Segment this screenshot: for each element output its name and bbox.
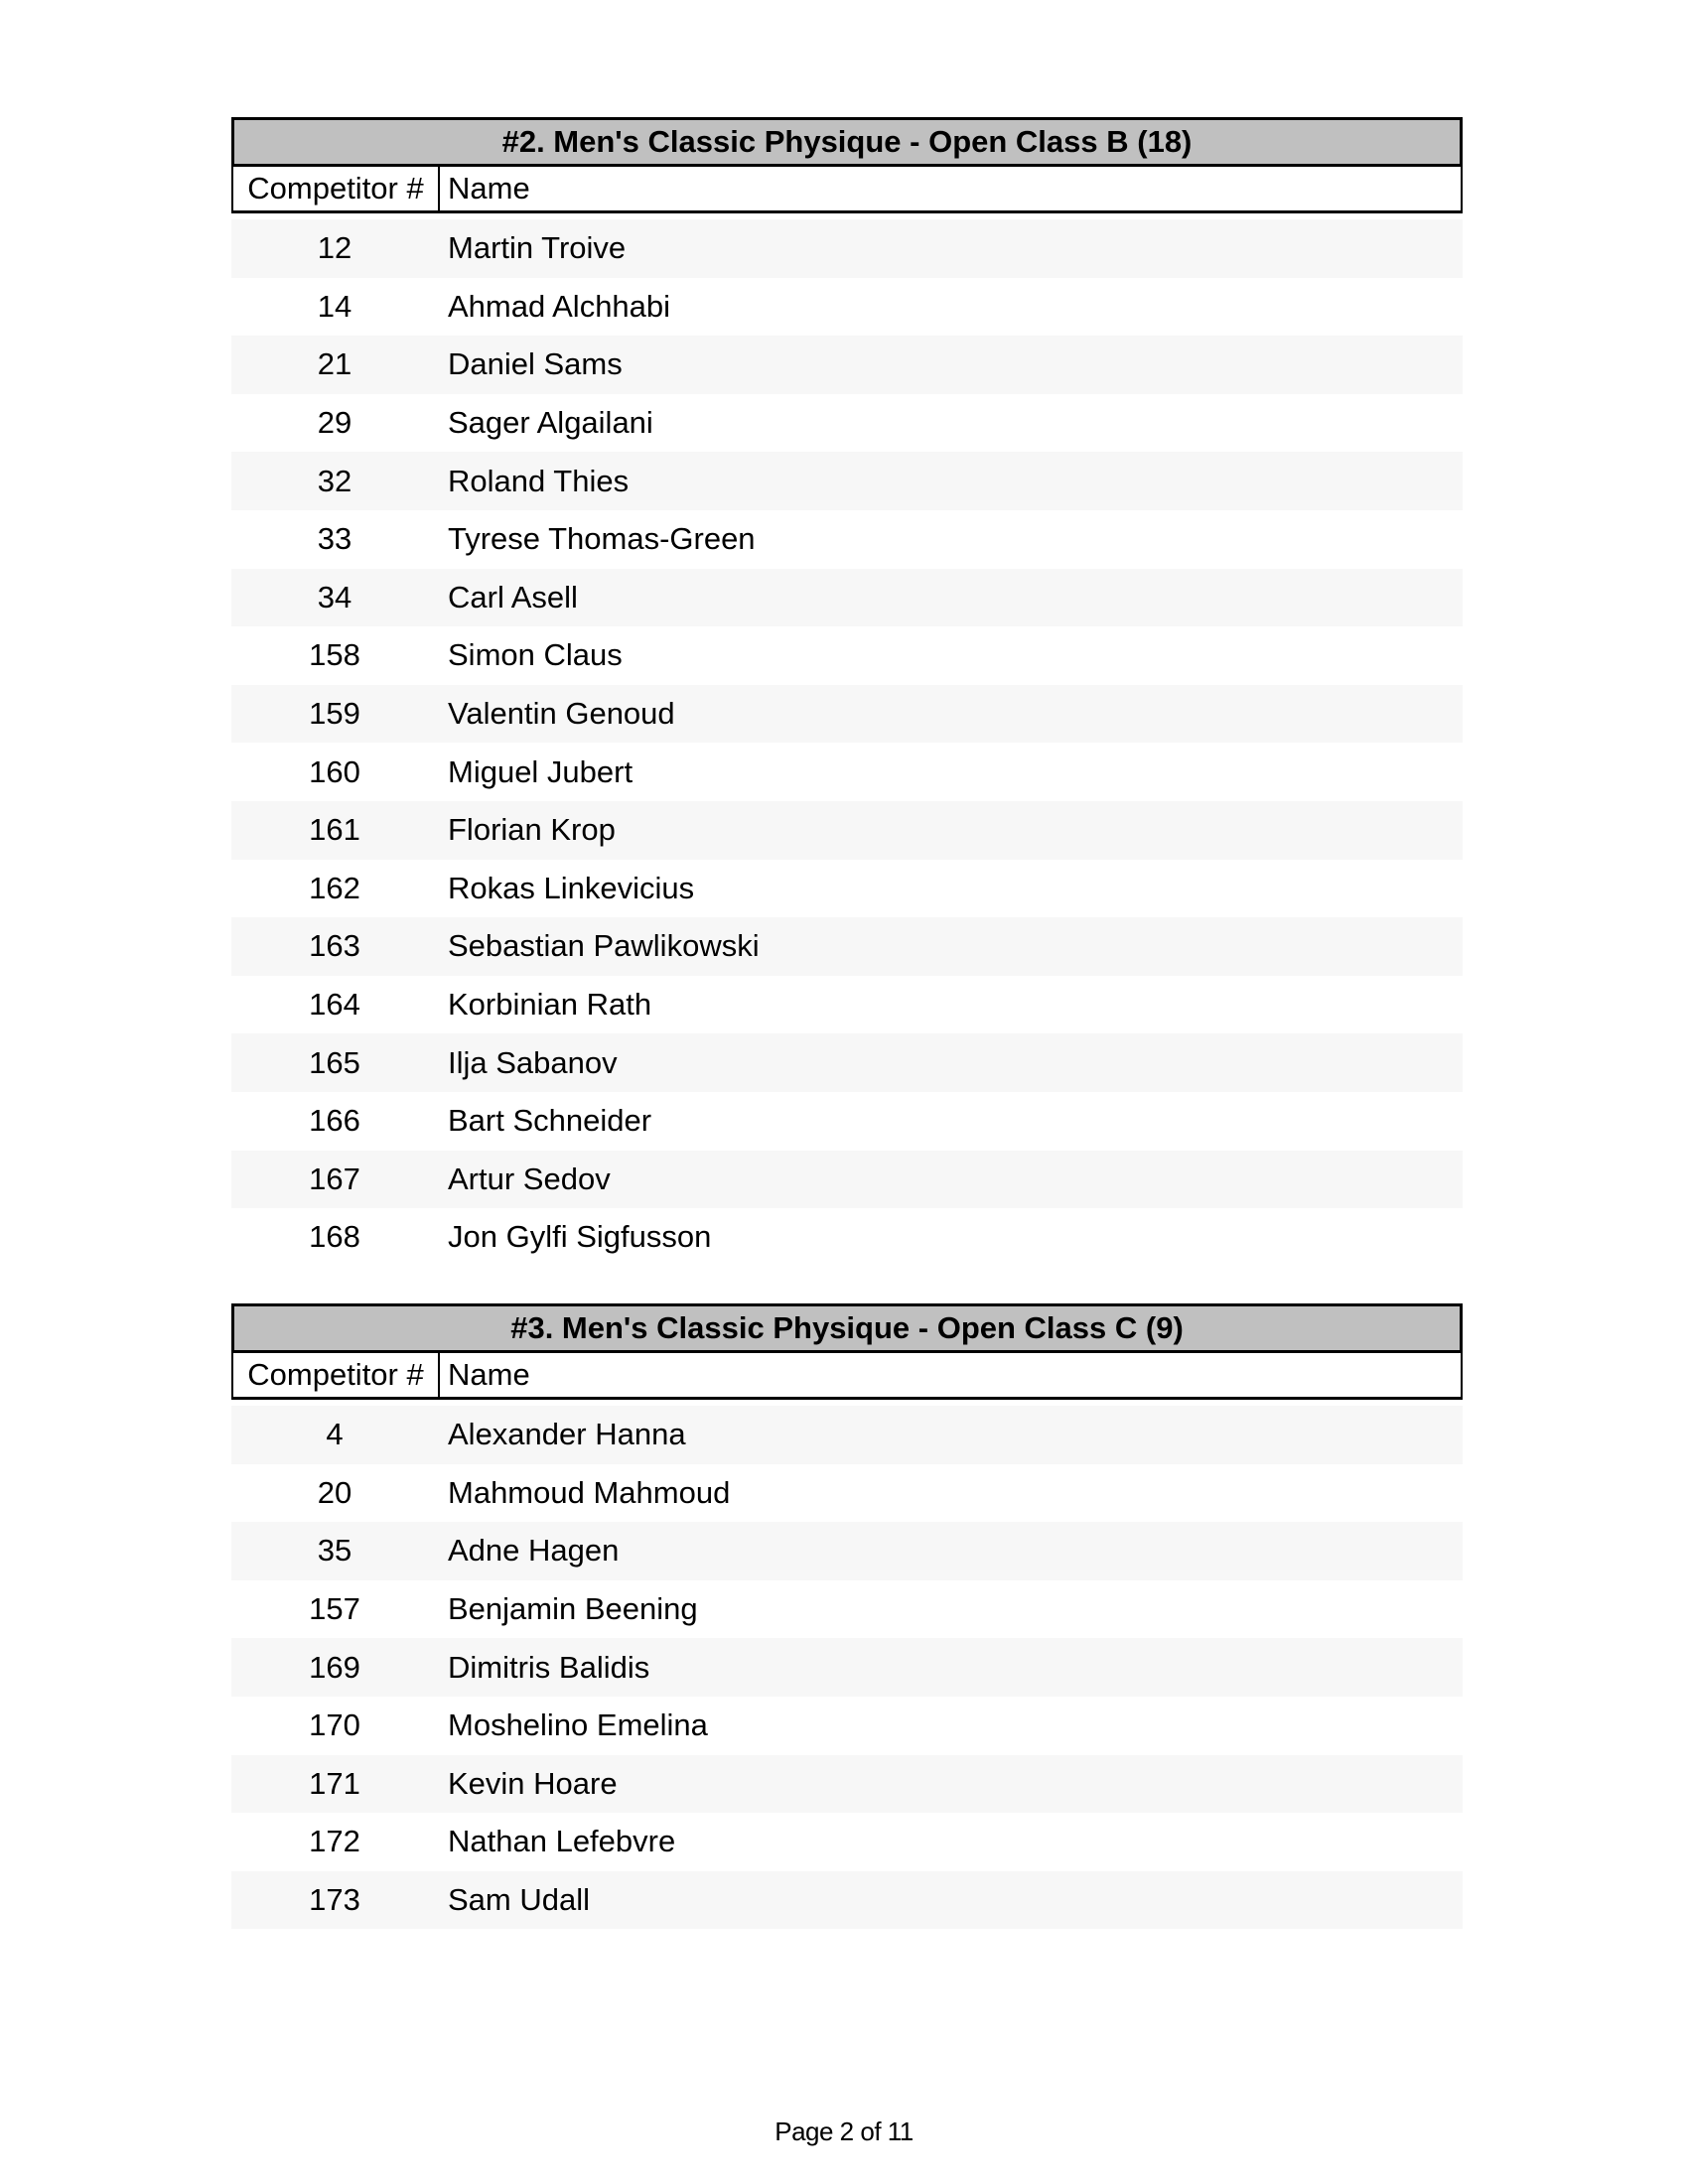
class-table-open-class-b [231,117,1463,1267]
competitor-number: 169 [309,1649,360,1685]
competitor-name: Jon Gylfi Sigfusson [448,1219,712,1255]
competitor-number: 35 [317,1533,352,1569]
competitor-name: Dimitris Balidis [448,1649,650,1685]
competitor-number: 4 [326,1417,344,1452]
competitor-number: 167 [309,1160,360,1196]
competitor-number: 21 [317,346,352,382]
competitor-row [231,1638,1463,1697]
competitor-row [231,452,1463,510]
competitor-row [231,278,1463,337]
competitor-row [231,1033,1463,1092]
competitor-name: Roland Thies [448,463,630,498]
competitor-number: 34 [317,579,352,614]
competitor-list [231,1406,1463,1929]
page-number: Page 2 of 11 [774,2116,914,2146]
competitor-name: Moshelino Emelina [448,1707,708,1743]
competitor-number: 160 [309,753,360,789]
competitor-name: Rokas Linkevicius [448,870,695,905]
competitor-row [231,510,1463,569]
competitor-name: Adne Hagen [448,1533,620,1569]
competitor-number: 163 [309,928,360,964]
competitor-number: 171 [309,1765,360,1801]
column-header-competitor-number: Competitor # [233,167,440,210]
competitor-row [231,917,1463,976]
class-title: #2. Men's Classic Physique - Open Class B (18) [231,117,1463,167]
column-header-row [231,1353,1463,1400]
competitor-name: Artur Sedov [448,1160,611,1196]
competitor-row [231,394,1463,453]
competitor-number: 161 [309,812,360,848]
competitor-name: Carl Asell [448,579,578,614]
competitor-number: 165 [309,1044,360,1080]
competitor-name: Mahmoud Mahmoud [448,1474,731,1510]
competitor-name: Nathan Lefebvre [448,1824,676,1859]
competitor-row [231,1464,1463,1523]
competitor-name: Miguel Jubert [448,753,633,789]
competitor-row [231,1092,1463,1151]
competitor-row [231,685,1463,744]
competitor-number: 170 [309,1707,360,1743]
competitor-row [231,1208,1463,1267]
competitor-number: 158 [309,637,360,673]
competitor-number: 166 [309,1103,360,1139]
competitor-row [231,801,1463,860]
competitor-name: Kevin Hoare [448,1765,618,1801]
competitor-name: Alexander Hanna [448,1417,686,1452]
competitor-name: Tyrese Thomas-Green [448,521,756,557]
class-title: #3. Men's Classic Physique - Open Class C (9) [231,1303,1463,1353]
competitor-name: Valentin Genoud [448,696,675,732]
competitor-name: Ahmad Alchhabi [448,288,671,324]
column-header-competitor-number: Competitor # [233,1353,440,1397]
competitor-name: Simon Claus [448,637,623,673]
competitor-name: Ilja Sabanov [448,1044,618,1080]
competitor-row [231,1697,1463,1755]
competitor-row [231,569,1463,627]
competitor-row [231,626,1463,685]
competitor-number: 32 [317,463,352,498]
competitor-number: 12 [317,230,352,266]
competitor-list [231,219,1463,1267]
competitor-name: Benjamin Beening [448,1591,698,1627]
competitor-name: Sebastian Pawlikowski [448,928,760,964]
competitor-row [231,976,1463,1034]
competitor-number: 164 [309,987,360,1023]
column-header-name: Name [448,1357,530,1392]
column-header-row [231,167,1463,213]
competitor-name: Florian Krop [448,812,616,848]
competitor-number: 168 [309,1219,360,1255]
class-table-open-class-c [231,1303,1463,1929]
competitor-name: Martin Troive [448,230,627,266]
competitor-number: 157 [309,1591,360,1627]
competitor-row [231,1755,1463,1814]
competitor-row [231,1813,1463,1871]
competitor-row [231,1522,1463,1580]
competitor-number: 159 [309,696,360,732]
competitor-number: 20 [317,1474,352,1510]
competitor-number: 29 [317,405,352,441]
competitor-row [231,1151,1463,1209]
competitor-row [231,1406,1463,1464]
competitor-number: 173 [309,1882,360,1918]
competitor-name: Sam Udall [448,1882,590,1918]
competitor-name: Sager Algailani [448,405,653,441]
competitor-number: 162 [309,870,360,905]
competitor-number: 172 [309,1824,360,1859]
competitor-name: Bart Schneider [448,1103,652,1139]
competitor-row [231,1871,1463,1930]
competitor-row [231,219,1463,278]
competitor-number: 33 [317,521,352,557]
competitor-number: 14 [317,288,352,324]
competitor-name: Korbinian Rath [448,987,652,1023]
competitor-row [231,860,1463,918]
competitor-row [231,1580,1463,1639]
competitor-name: Daniel Sams [448,346,623,382]
competitor-row [231,743,1463,801]
column-header-name: Name [448,171,530,205]
competitor-row [231,336,1463,394]
